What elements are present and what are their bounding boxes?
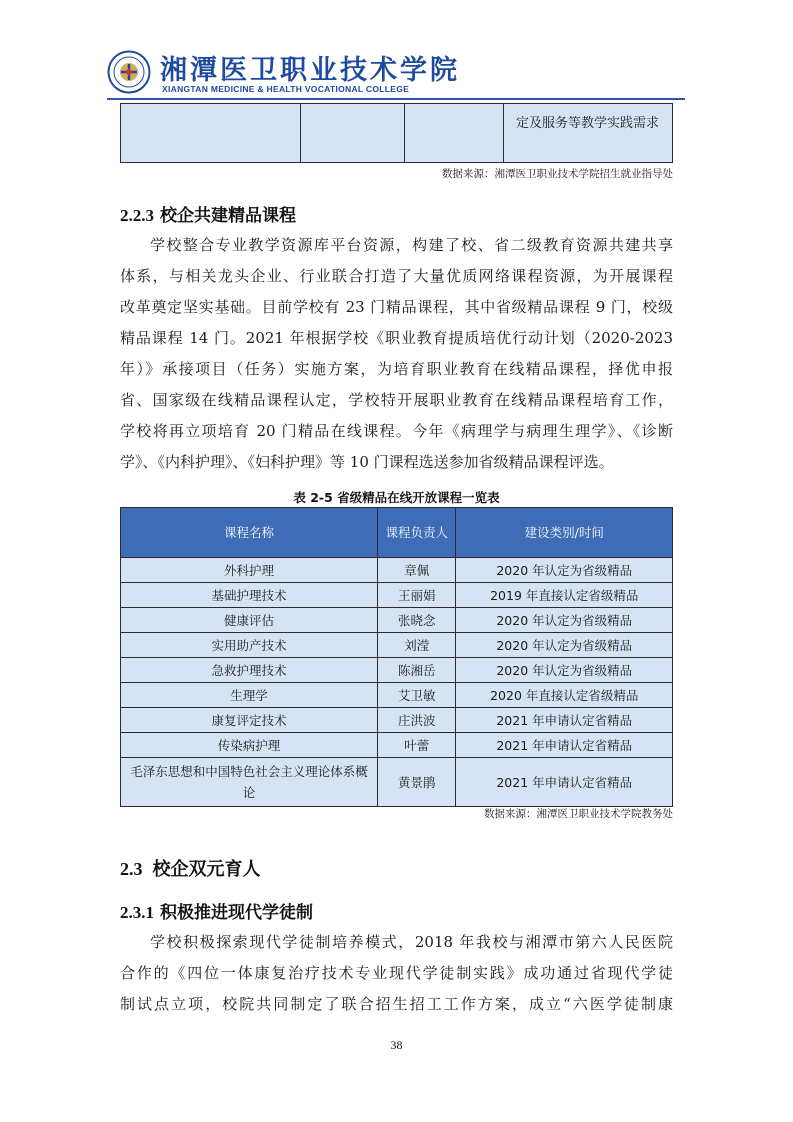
course-type: 2020 年认定为省级精品 (456, 558, 673, 583)
course-lead: 庄洪波 (377, 708, 456, 733)
course-lead: 张晓念 (377, 608, 456, 633)
course-name: 外科护理 (121, 558, 378, 583)
course-lead: 陈湘岳 (377, 658, 456, 683)
paragraph-line: 学》、《内科护理》、《妇科护理》等 10 门课程选送参加省级精品课程评选。 (120, 453, 614, 471)
table-row (121, 608, 673, 633)
course-name: 生理学 (121, 683, 378, 708)
course-type: 2020 年直接认定省级精品 (456, 683, 673, 708)
table-cell (405, 104, 504, 163)
table-row (121, 658, 673, 683)
table-cell (301, 104, 405, 163)
course-name: 康复评定技术 (121, 708, 378, 733)
paragraph-line: 省、国家级在线精品课程认定，学校特开展职业教育在线精品课程培育工作， (120, 391, 673, 409)
school-name-cn: 湘潭医卫职业技术学院 (160, 55, 460, 86)
table-row (121, 733, 673, 758)
table-cell: 定及服务等教学实践需求 (504, 104, 673, 163)
section-number: 2.3.1 (120, 903, 154, 922)
section-number: 2.2.3 (120, 206, 154, 225)
course-name: 毛泽东思想和中国特色社会主义理论体系概论 (121, 758, 378, 807)
table-caption: 表 2-5 省级精品在线开放课程一览表 (293, 490, 500, 505)
school-seal-icon (107, 50, 151, 94)
table-row (121, 708, 673, 733)
table-row (121, 558, 673, 583)
paragraph-line: 制试点立项，校院共同制定了联合招生招工工作方案，成立“六医学徒制康 (120, 995, 673, 1013)
table-header-row (121, 508, 673, 558)
section-title: 校企共建精品课程 (160, 206, 296, 226)
section-heading (120, 898, 313, 923)
table-row (121, 104, 673, 163)
course-type: 2020 年认定为省级精品 (456, 658, 673, 683)
header-divider (107, 98, 685, 100)
paragraph-line: 体系，与相关龙头企业、行业联合打造了大量优质网络课程资源，为开展课程 (120, 267, 673, 285)
course-name: 健康评估 (121, 608, 378, 633)
course-lead: 章佩 (377, 558, 456, 583)
course-type: 2021 年申请认定省精品 (456, 758, 673, 807)
school-name-en: XIANGTAN MEDICINE & HEALTH VOCATIONAL COLLEGE (162, 84, 410, 94)
course-type: 2020 年认定为省级精品 (456, 608, 673, 633)
course-name: 实用助产技术 (121, 633, 378, 658)
course-lead: 黄景鹃 (377, 758, 456, 807)
table-row (121, 758, 673, 807)
table-row (121, 633, 673, 658)
course-name: 传染病护理 (121, 733, 378, 758)
section-number: 2.3 (120, 859, 143, 879)
column-header-course: 课程名称 (121, 508, 378, 558)
paragraph-line: 合作的《四位一体康复治疗技术专业现代学徒制实践》成功通过省现代学徒 (120, 964, 673, 982)
course-lead: 王丽娟 (377, 583, 456, 608)
course-lead: 刘滢 (377, 633, 456, 658)
paragraph-line: 学校积极探索现代学徒制培养模式，2018 年我校与湘潭市第六人民医院 (150, 933, 673, 951)
paragraph-line: 学校整合专业教学资源库平台资源，构建了校、省二级教育资源共建共享 (150, 236, 673, 254)
table-row (121, 583, 673, 608)
table-row (121, 683, 673, 708)
column-header-type: 建设类别/时间 (456, 508, 673, 558)
body-paragraph (120, 927, 673, 1020)
data-source-note: 数据来源：湘潭医卫职业技术学院招生就业指导处 (442, 168, 673, 180)
page-number: 38 (390, 1038, 403, 1052)
course-type: 2020 年认定为省级精品 (456, 633, 673, 658)
course-lead: 艾卫敏 (377, 683, 456, 708)
course-name: 急救护理技术 (121, 658, 378, 683)
course-name: 基础护理技术 (121, 583, 378, 608)
section-title: 校企双元育人 (152, 859, 261, 880)
body-paragraph (120, 230, 673, 478)
data-source-note: 数据来源：湘潭医卫职业技术学院教务处 (484, 808, 673, 820)
paragraph-line: 学校将再立项培育 20 门精品在线课程。今年《病理学与病理生理学》、《诊断 (120, 422, 673, 440)
section-heading (120, 855, 261, 881)
section-title: 积极推进现代学徒制 (160, 903, 313, 923)
table-cell (121, 104, 301, 163)
course-type: 2019 年直接认定省级精品 (456, 583, 673, 608)
column-header-lead: 课程负责人 (377, 508, 456, 558)
paragraph-line: 年）》承接项目（任务）实施方案，为培育职业教育在线精品课程，择优申报 (120, 360, 673, 378)
course-table (120, 507, 673, 807)
paragraph-line: 精品课程 14 门。2021 年根据学校《职业教育提质培优行动计划（2020-2023 (120, 329, 673, 347)
course-type: 2021 年申请认定省精品 (456, 733, 673, 758)
page-header (107, 44, 687, 102)
course-lead: 叶蕾 (377, 733, 456, 758)
course-type: 2021 年申请认定省精品 (456, 708, 673, 733)
section-heading (120, 201, 296, 226)
continued-table (120, 103, 673, 163)
paragraph-line: 改革奠定坚实基础。目前学校有 23 门精品课程，其中省级精品课程 9 门，校级 (120, 298, 673, 316)
